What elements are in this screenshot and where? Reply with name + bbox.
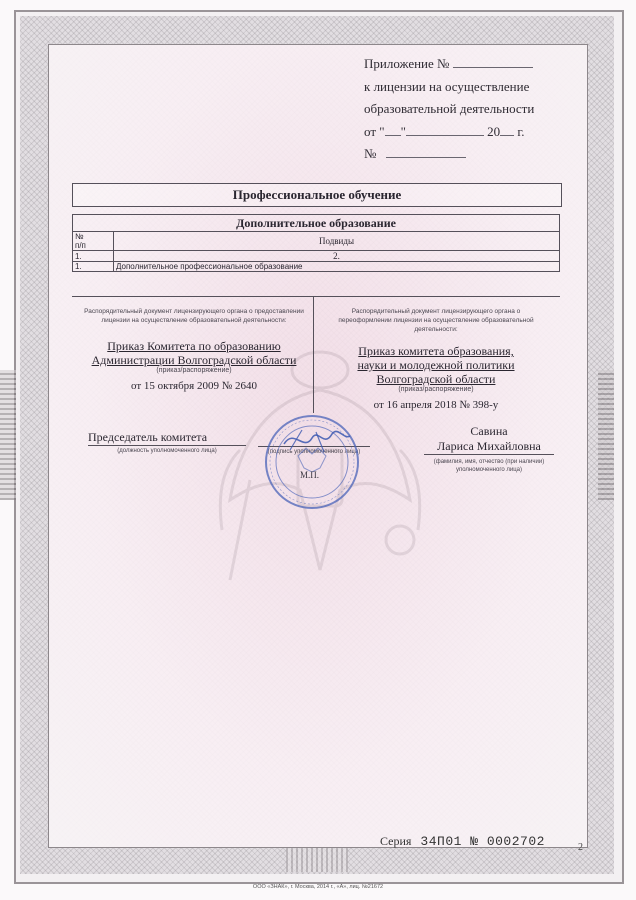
col-number-header-top: № (75, 232, 84, 241)
signer-name (424, 424, 554, 455)
table-title: Дополнительное образование (73, 215, 560, 232)
decision-issue-date: от 15 октября 2009 № 2640 (131, 380, 257, 392)
section-title: Профессиональное обучение (72, 183, 562, 207)
education-subtypes-table (72, 214, 560, 272)
signer-surname: Савина (470, 424, 508, 438)
printer-imprint: ООО «ЗНАК», г. Москва, 2014 г., «А», лиц. №21672 (252, 884, 384, 890)
decision-issue-order-line2: Администрации Волгоградской области (91, 353, 297, 367)
date-open-quote: от " (364, 123, 385, 139)
date-year-prefix: 20 (487, 123, 501, 139)
signature-caption: (подпись уполномоченного лица) (267, 449, 361, 455)
series-label: Серия (380, 834, 412, 848)
appendix-line-number (364, 53, 534, 76)
appendix-number-label: Приложение № (364, 56, 450, 71)
row-number: 1. (73, 262, 114, 272)
decision-reissue-order-line3: Волгоградской области (376, 372, 496, 386)
table-row (73, 251, 560, 262)
decision-reissue (326, 307, 546, 411)
date-year-suffix: г. (514, 123, 525, 139)
right-ornament (598, 370, 614, 500)
decision-issue-order-type: (приказ/распоряжение) (156, 367, 232, 374)
col-subtypes-header: Подвиды (114, 232, 560, 251)
appendix-line-date (364, 121, 534, 144)
decision-issue (84, 307, 304, 392)
series-number: 34П01 № 0002702 (420, 834, 545, 849)
official-seal-stamp (254, 408, 374, 512)
table-title-row (73, 215, 560, 232)
decision-reissue-order-line1: Приказ комитета образования, (358, 344, 514, 358)
reg-number-label: № (364, 146, 377, 161)
table-header-row (73, 232, 560, 251)
decision-reissue-order-type: (приказ/распоряжение) (398, 386, 474, 393)
form-series (380, 834, 545, 849)
decisions-block (72, 296, 560, 413)
signer-position-caption: (должность уполномоченного лица) (117, 448, 217, 454)
date-day-blank (385, 123, 401, 136)
appendix-number-blank (453, 55, 533, 68)
page-number: 2 (578, 842, 583, 853)
col-number-header (73, 232, 114, 251)
decision-issue-caption: Распорядительный документ лицензирующего органа о предоставлении лицензии на осуществление образовательной деятельности: (84, 308, 304, 324)
appendix-line-license: к лицензии на осуществление (364, 78, 530, 94)
appendix-header (364, 53, 534, 166)
signer-position: Председатель комитета (88, 430, 246, 446)
row-text: 2. (114, 251, 560, 262)
row-text: Дополнительное профессиональное образование (114, 262, 560, 272)
decision-reissue-order-line2: науки и молодежной политики (357, 358, 515, 372)
decisions-divider (313, 297, 314, 413)
signer-given-names: Лариса Михайловна (437, 439, 541, 453)
table-row (73, 262, 560, 272)
decision-reissue-date: от 16 апреля 2018 № 398-у (373, 399, 499, 411)
decision-reissue-caption: Распорядительный документ лицензирующего органа о переоформлении лицензии на осуществление образовательной деятельности: (338, 308, 534, 333)
col-number-header-bottom: п/п (75, 241, 86, 250)
left-ornament (0, 370, 16, 500)
decision-issue-order-line1: Приказ Комитета по образованию (107, 339, 281, 353)
date-year-blank (500, 123, 514, 136)
date-close-quote: " (400, 123, 406, 139)
seal-place-mark: М.П. (300, 470, 320, 480)
date-month-blank (406, 123, 484, 136)
appendix-line-activity: образовательной деятельности (364, 101, 535, 116)
row-number: 1. (73, 251, 114, 262)
reg-number-blank (386, 145, 466, 158)
appendix-line-regnumber (364, 143, 534, 166)
signer-name-caption: (фамилия, имя, отчество (при наличии) уполномоченного лица) (433, 459, 545, 473)
bottom-ornament (286, 848, 348, 872)
